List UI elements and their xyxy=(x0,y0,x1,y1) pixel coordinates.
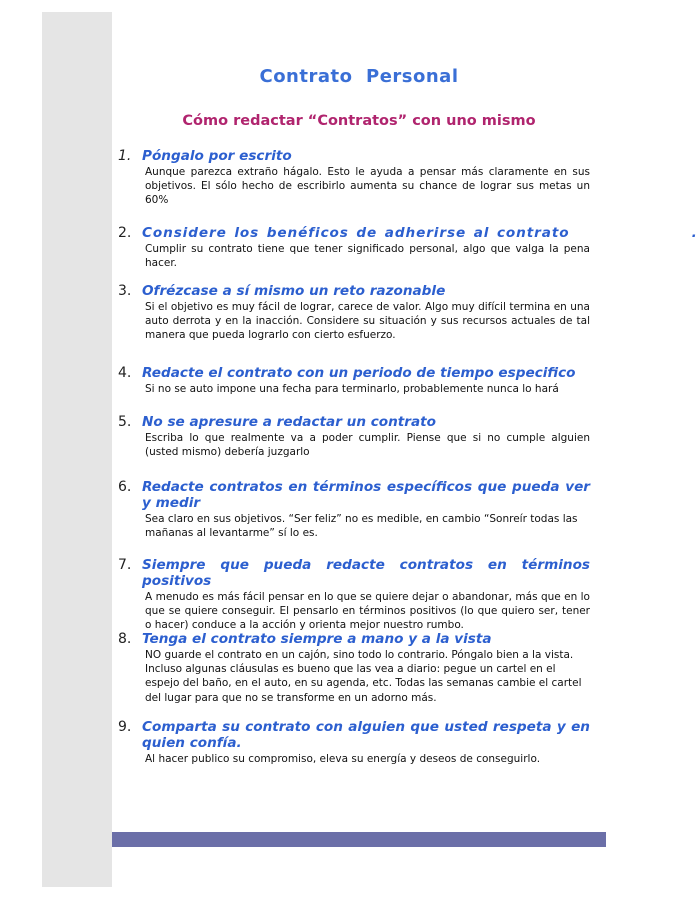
item-body: A menudo es más fácil pensar en lo que se quiere dejar o abandonar, más que en lo que se quiere conseguir. El pensarlo en términos positivos (lo que quiero ser, tener o hacer) conduce a la acción y orienta mejor nuestro rumbo. xyxy=(145,591,590,632)
list-item xyxy=(118,225,698,270)
list-item xyxy=(118,365,590,396)
item-heading: Tenga el contrato siempre a mano y a la vista xyxy=(142,631,492,647)
footer-bar xyxy=(112,832,606,847)
item-number: 8. xyxy=(118,631,132,647)
list-item xyxy=(118,283,590,343)
list-item xyxy=(118,148,590,208)
item-body: Si no se auto impone una fecha para terminarlo, probablemente nunca lo hará xyxy=(145,383,559,395)
page-subtitle: Cómo redactar “Contratos” con uno mismo xyxy=(182,113,536,129)
item-heading: Comparta su contrato con alguien que usted respeta y en quien confía. xyxy=(142,719,590,751)
item-number: 2. xyxy=(118,225,132,241)
item-number: 4. xyxy=(118,365,132,381)
item-heading: No se apresure a redactar un contrato xyxy=(142,414,437,430)
item-number: 5. xyxy=(118,414,132,430)
item-body: Cumplir su contrato tiene que tener significado personal, algo que valga la pena hacer. xyxy=(145,243,590,270)
item-heading: Ofrézcase a sí mismo un reto razonable xyxy=(142,283,446,299)
list-item xyxy=(118,631,590,705)
page-title: Contrato Personal xyxy=(259,66,459,87)
item-number: 3. xyxy=(118,283,132,299)
item-heading: Póngalo por escrito xyxy=(142,148,292,164)
item-body: NO guarde el contrato en un cajón, sino todo lo contrario. Póngalo bien a la vista. Incluso algunas cláusulas es bueno que las vea a diario: pegue un cartel en el espejo del baño, en el auto, en su agenda, etc. Todas las semanas cambie el cartel del lugar para que no se transforme en un adorno más. xyxy=(145,649,582,704)
item-heading: Redacte contratos en términos específicos que pueda ver y medir xyxy=(142,479,590,511)
list-item xyxy=(118,414,590,459)
item-number: 7. xyxy=(118,557,132,573)
item-body: Escriba lo que realmente va a poder cumplir. Piense que si no cumple alguien (usted mismo) debería juzgarlo xyxy=(145,432,590,459)
item-number: 6. xyxy=(118,479,132,495)
item-heading: Siempre que pueda redacte contratos en términos positivos xyxy=(142,557,590,589)
list-item xyxy=(118,479,590,540)
list-item xyxy=(118,719,590,766)
left-margin-band xyxy=(42,12,112,887)
item-number: 9. xyxy=(118,719,132,735)
item-body: Sea claro en sus objetivos. “Ser feliz” no es medible, en cambio “Sonreír todas las mañanas al levantarme” sí lo es. xyxy=(145,513,578,540)
item-body: Al hacer publico su compromiso, eleva su energía y deseos de conseguirlo. xyxy=(145,753,541,765)
item-body: Aunque parezca extraño hágalo. Esto le ayuda a pensar más claramente en sus objetivos. El sólo hecho de escribirlo aumenta su chance de lograr sus metas un 60% xyxy=(145,166,590,207)
item-heading: Redacte el contrato con un periodo de tiempo especifico xyxy=(142,365,576,381)
item-heading: Considere los benéficos de adherirse al contrato . xyxy=(142,225,698,241)
item-number: 1. xyxy=(118,148,132,164)
list-item xyxy=(118,557,590,633)
item-body: Si el objetivo es muy fácil de lograr, carece de valor. Algo muy difícil termina en una auto derrota y en la inacción. Considere su situación y sus recursos actuales de tal manera que pueda lograrlo con cierto esfuerzo. xyxy=(145,301,590,342)
